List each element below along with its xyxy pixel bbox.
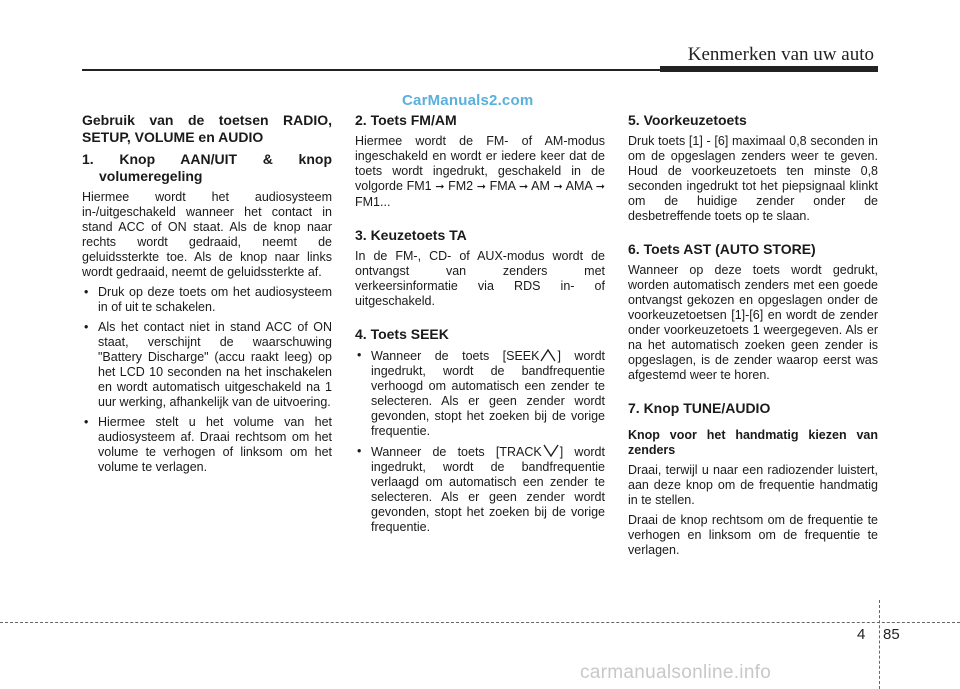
column-1-heading: Gebruik van de toetsen RADIO, SETUP, VOLUME en AUDIO: [82, 112, 332, 145]
bullet-icon: •: [84, 285, 89, 299]
column-2: [355, 112, 605, 540]
watermark-top: CarManuals2.com: [402, 92, 534, 109]
arrow-right-icon: ➞: [476, 181, 486, 193]
list-item: • Hiermee stelt u het volume van het audiosysteem af. Draai rechtsom om het volume te verhogen of linksom om het volume te verlagen.: [84, 415, 332, 474]
section-6-title: 6. Toets AST (AUTO STORE): [628, 241, 816, 257]
section-7-body-1: Draai, terwijl u naar een radiozender luistert, aan deze knop om de frequentie handmatig in te stellen.: [628, 463, 878, 507]
section-5-body: Druk toets [1] - [6] maximaal 0,8 seconden in om de opgeslagen zenders weer te geven. Houd de voorkeuzetoets ten minste 0,8 seconden ingedrukt tot het piepsignaal klinkt om de huidige zender onder de desbetreffende toets op te slaan.: [628, 134, 878, 223]
list-item: • Wanneer de toets [SEEK ] wordt ingedrukt, wordt de bandfrequentie verhoogd om automatisch een zender te selecteren. Als er geen zender wordt gevonden, stopt het zoeken bij de vorige frequentie.: [357, 348, 605, 438]
bullet-icon: •: [357, 444, 362, 458]
column-3: [628, 112, 878, 563]
section-4-title: 4. Toets SEEK: [355, 326, 449, 342]
section-1-bullets: [82, 285, 332, 475]
arrow-right-icon: ➞: [595, 181, 605, 193]
section-6-body: Wanneer op deze toets wordt gedrukt, worden automatisch zenders met een goede ontvangst gekozen en opgeslagen onder de voorkeuzetoetsen [1]-[6] en wordt de zender onder voorkeuzetoets 1 weergegeven. Als er na het automatisch zoeken geen zender is opgeslagen, is de zender waarop eerst was afgestemd weer te horen.: [628, 263, 878, 382]
arrow-right-icon: ➞: [518, 181, 529, 193]
footer-rule: [0, 622, 960, 623]
header-rule-accent: [660, 66, 878, 72]
chevron-up-icon: [539, 348, 557, 362]
section-3-body: In de FM-, CD- of AUX-modus wordt de ontvangst van zenders met verkeersinformatie via RDS in- of uitgeschakeld.: [355, 249, 605, 308]
chapter-number: 4: [857, 626, 866, 643]
section-2-body: Hiermee wordt de FM- of AM-modus ingeschakeld en wordt er iedere keer dat de toets wordt ingedrukt, geschakeld in de volgorde FM1 ➞ FM2 ➞ FMA ➞ AM ➞ AMA ➞ FM1...: [355, 134, 605, 209]
bullet-icon: •: [84, 415, 89, 429]
section-7-body-2: Draai de knop rechtsom om de frequentie te verhogen en linksom om de frequentie te verlagen.: [628, 513, 878, 557]
section-1-title: 1. Knop AAN/UIT & knop volumeregeling: [82, 151, 332, 184]
bullet-icon: •: [84, 320, 89, 334]
section-7-title: 7. Knop TUNE/AUDIO: [628, 400, 771, 416]
chapter-header-title: Kenmerken van uw auto: [687, 44, 874, 65]
bullet-icon: •: [357, 348, 362, 362]
section-2-title: 2. Toets FM/AM: [355, 112, 457, 128]
list-item: • Druk op deze toets om het audiosysteem in of uit te schakelen.: [84, 285, 332, 314]
section-3-title: 3. Keuzetoets TA: [355, 227, 467, 243]
page-number-separator: [879, 600, 880, 689]
chevron-down-icon: [542, 444, 560, 458]
page-number: 85: [883, 626, 900, 643]
watermark-bottom: carmanualsonline.info: [580, 662, 772, 683]
section-1-body: Hiermee wordt het audiosysteem in-/uitgeschakeld wanneer het contact in stand ACC of ON staat. Als de knop naar rechts wordt gedraaid, neemt de geluidssterkte toe. Als de knop naar links wordt gedraaid, neemt de geluidssterkte af.: [82, 190, 332, 279]
section-5-title: 5. Voorkeuzetoets: [628, 112, 747, 128]
arrow-right-icon: ➞: [553, 181, 563, 193]
list-item: • Wanneer de toets [TRACK ] wordt ingedrukt, wordt de bandfrequentie verlaagd om automatisch een zender te selecteren. Als er geen zender wordt gevonden, stopt het zoeken bij de vorige frequentie.: [357, 444, 605, 534]
column-1: [82, 112, 332, 480]
list-item: • Als het contact niet in stand ACC of ON staat, verschijnt de waarschuwing "Battery Discharge" (accu raakt leeg) op het LCD 10 seconden na het inschakelen en wordt automatisch uitgeschakeld na 1 uur werking, afhankelijk van de uitvoering.: [84, 320, 332, 409]
section-7-subtitle: Knop voor het handmatig kiezen van zenders: [628, 428, 878, 457]
section-4-bullets: [355, 348, 605, 535]
arrow-right-icon: ➞: [435, 181, 445, 193]
